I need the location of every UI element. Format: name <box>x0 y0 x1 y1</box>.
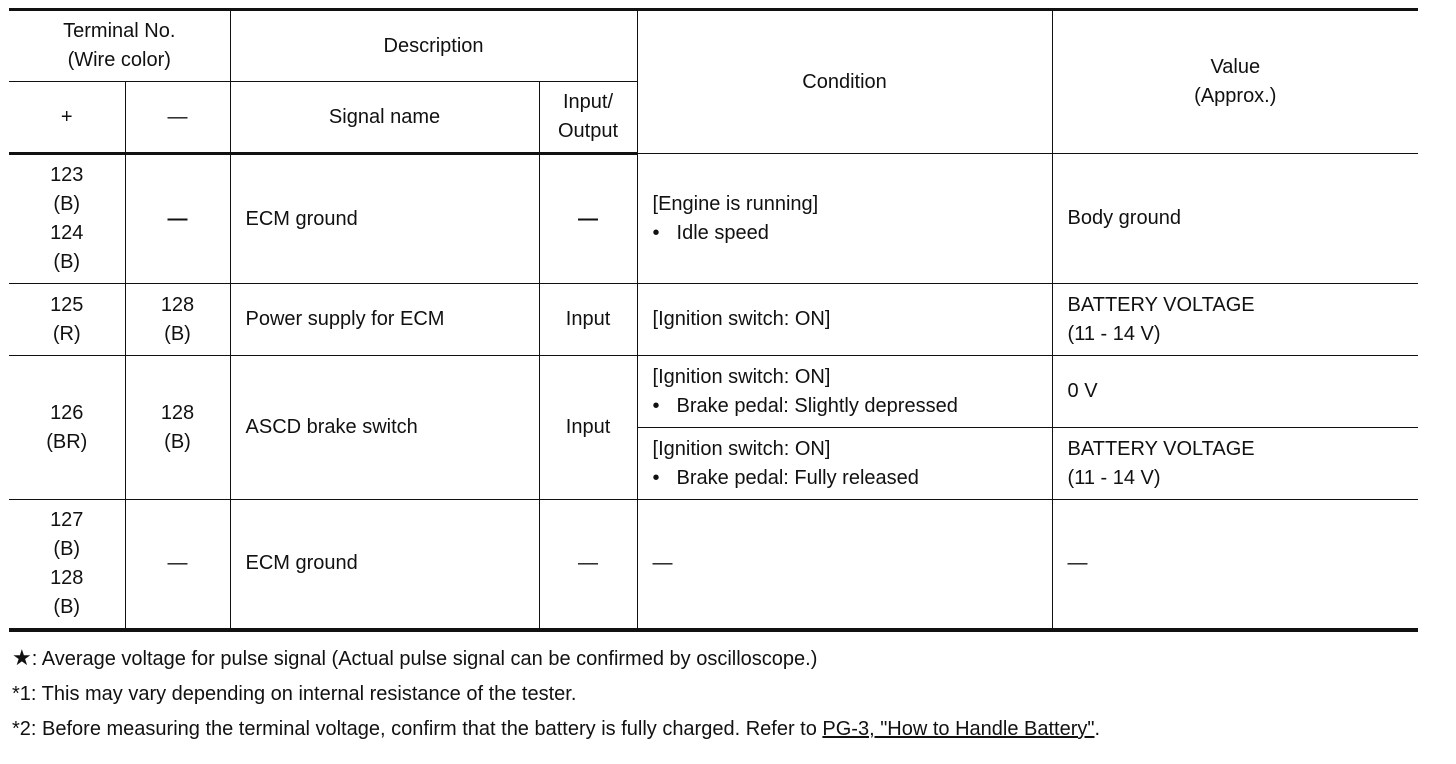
terminal-no-header: Terminal No. (Wire color) <box>9 10 230 82</box>
minus-header: — <box>125 82 230 154</box>
condition-cell: — <box>637 500 1052 630</box>
terminal-plus: 125 (R) <box>9 284 125 356</box>
table-row <box>9 356 1418 428</box>
terminal-plus: 126 (BR) <box>9 356 125 500</box>
terminal-minus: — <box>125 154 230 284</box>
footnote-2: *2: Before measuring the terminal voltage, confirm that the battery is fully charged. Refer to PG-3, "How to Handle Battery". <box>12 718 1101 740</box>
input-output: Input <box>539 356 637 500</box>
value-cell: — <box>1052 500 1418 630</box>
value-cell: BATTERY VOLTAGE (11 - 14 V) <box>1052 284 1418 356</box>
terminal-spec-table <box>9 8 1418 632</box>
terminal-minus: 128 (B) <box>125 356 230 500</box>
signal-name: ASCD brake switch <box>230 356 539 500</box>
terminal-minus: — <box>125 500 230 630</box>
signal-name: Power supply for ECM <box>230 284 539 356</box>
signal-name: ECM ground <box>230 500 539 630</box>
value-cell: Body ground <box>1052 154 1418 284</box>
input-output: Input <box>539 284 637 356</box>
description-header: Description <box>230 10 637 82</box>
footnote-star: ★: Average voltage for pulse signal (Actual pulse signal can be confirmed by oscilloscope.) <box>12 645 818 670</box>
signal-name-header: Signal name <box>230 82 539 154</box>
star-icon: ★ <box>12 645 32 670</box>
table-row <box>9 284 1418 356</box>
condition-header: Condition <box>637 10 1052 154</box>
input-output: — <box>539 500 637 630</box>
terminal-plus: 127 (B) 128 (B) <box>9 500 125 630</box>
value-cell: BATTERY VOLTAGE (11 - 14 V) <box>1052 428 1418 500</box>
battery-handling-link[interactable]: PG-3, "How to Handle Battery" <box>822 718 1095 740</box>
input-output: — <box>539 154 637 284</box>
table-row <box>9 154 1418 284</box>
condition-cell: [Engine is running] • Idle speed <box>637 154 1052 284</box>
input-output-header: Input/ Output <box>539 82 637 154</box>
condition-cell: [Ignition switch: ON] <box>637 284 1052 356</box>
table-row <box>9 500 1418 630</box>
terminal-plus: 123 (B) 124 (B) <box>9 154 125 284</box>
condition-cell: [Ignition switch: ON] • Brake pedal: Fully released <box>637 428 1052 500</box>
footnote-1: *1: This may vary depending on internal resistance of the tester. <box>12 683 577 705</box>
terminal-minus: 128 (B) <box>125 284 230 356</box>
plus-header: + <box>9 82 125 154</box>
footnotes <box>12 640 1100 747</box>
condition-cell: [Ignition switch: ON] • Brake pedal: Slightly depressed <box>637 356 1052 428</box>
signal-name: ECM ground <box>230 154 539 284</box>
value-header: Value (Approx.) <box>1052 10 1418 154</box>
value-cell: 0 V <box>1052 356 1418 428</box>
